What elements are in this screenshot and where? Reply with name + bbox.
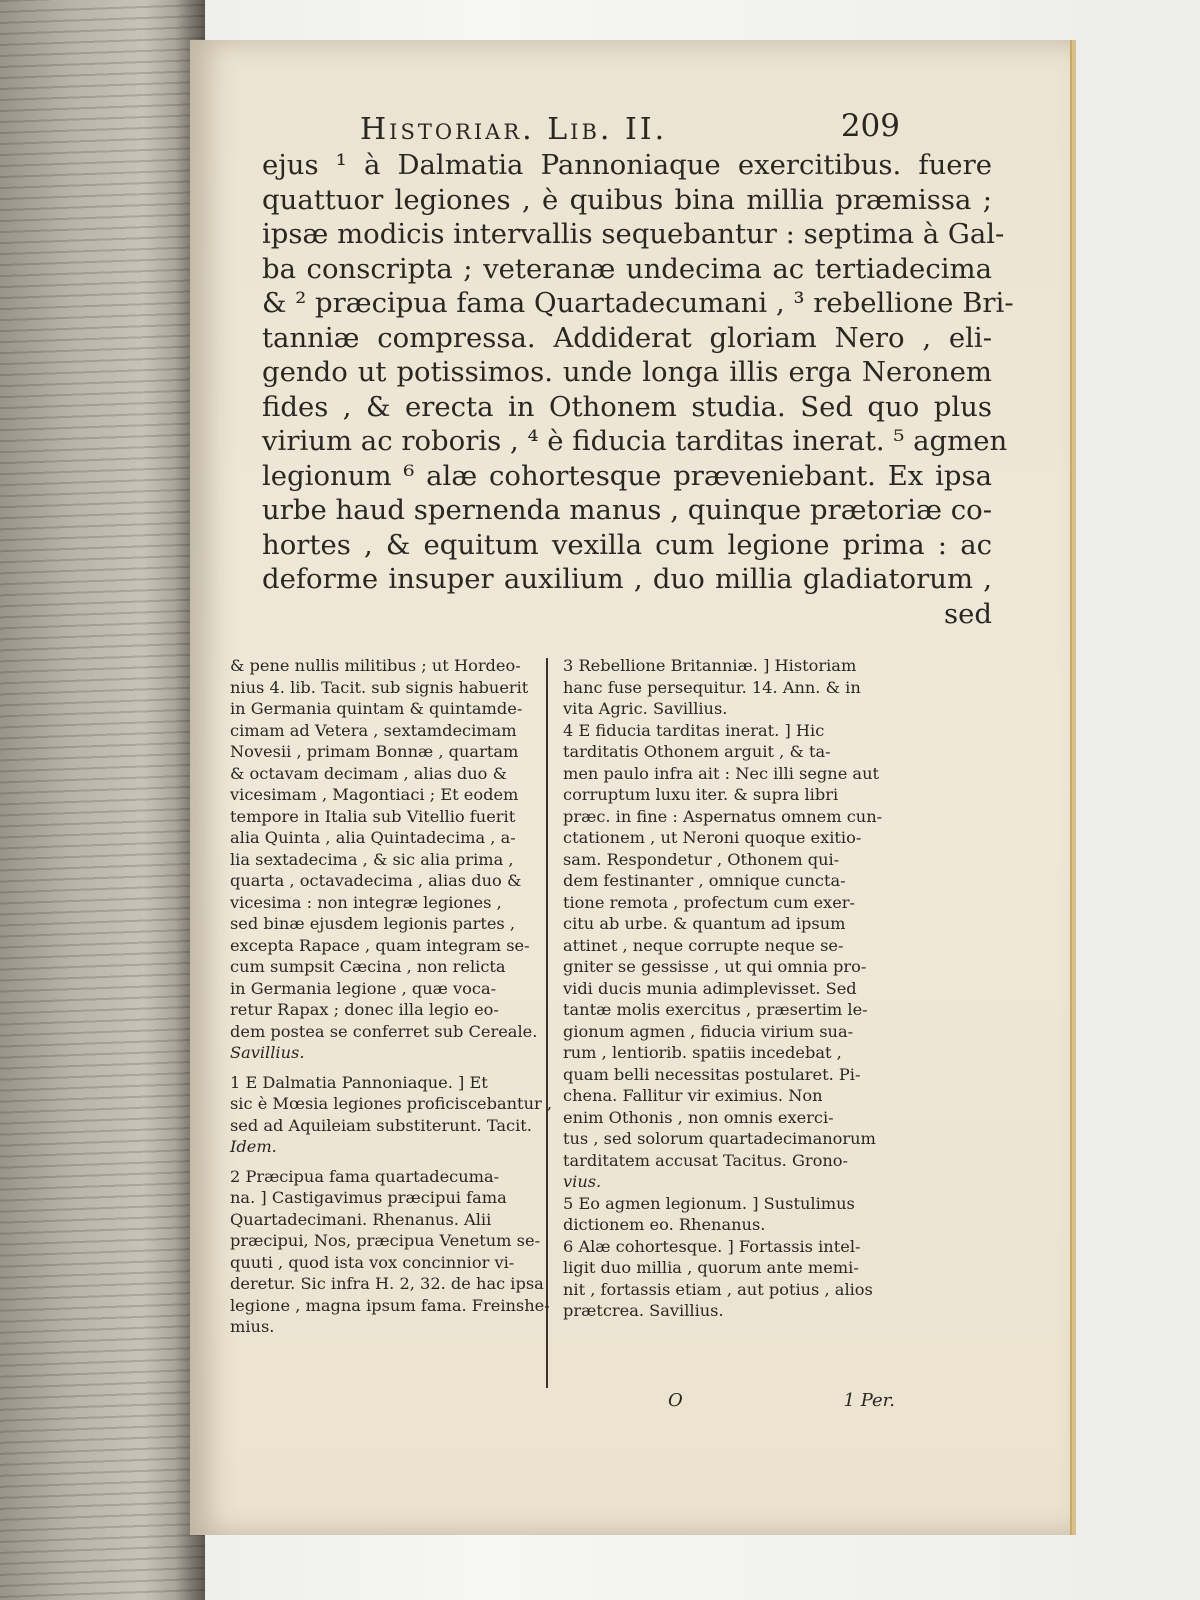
note-line: tarditatem accusat Tacitus. Grono- xyxy=(563,1150,849,1170)
note-line: & octavam decimam , alias duo & xyxy=(230,763,507,783)
main-line: ba conscripta ; veteranæ undecima ac tertiadecima xyxy=(262,252,992,285)
note-line: dictionem eo. Rhenanus. xyxy=(563,1215,766,1234)
note-line: hanc fuse persequitur. 14. Ann. & in xyxy=(563,677,861,697)
note-line: vicesimam , Magontiaci ; Et eodem xyxy=(230,785,519,804)
note-line: prætcrea. Savillius. xyxy=(563,1301,724,1320)
note-line: excepta Rapace , quam integram se- xyxy=(230,935,530,955)
note-line: attinet , neque corrupte neque se- xyxy=(563,935,844,955)
main-line: virium ac roboris , ⁴ è fiducia tarditas inerat. ⁵ agmen xyxy=(262,425,1008,457)
note-line: in Germania legione , quæ voca- xyxy=(230,978,497,998)
note-line: chena. Fallitur vir eximius. Non xyxy=(563,1086,823,1105)
note-line: 2 Præcipua fama quartadecuma- xyxy=(230,1166,500,1186)
note-line: legione , magna ipsum fama. Freinshe- xyxy=(230,1295,550,1315)
main-line: gendo ut potissimos. unde longa illis erga Neronem xyxy=(262,356,992,388)
note-line: tantæ molis exercitus , præsertim le- xyxy=(563,1000,868,1019)
main-line: & ² præcipua fama Quartadecumani , ³ rebellione Bri- xyxy=(262,287,1014,319)
note-line: mius. xyxy=(230,1317,275,1336)
note-line: tempore in Italia sub Vitellio fuerit xyxy=(230,806,516,826)
note-line: cum sumpsit Cæcina , non relicta xyxy=(230,957,506,976)
main-text xyxy=(262,148,1014,631)
note-line: Idem. xyxy=(230,1137,277,1156)
note-line: dem festinanter , omnique cuncta- xyxy=(563,871,846,890)
note-line: tus , sed solorum quartadecimanorum xyxy=(563,1129,876,1148)
note-line: corruptum luxu iter. & supra libri xyxy=(563,785,839,804)
note-line: præc. in fine : Aspernatus omnem cun- xyxy=(563,806,883,826)
main-line: ipsæ modicis intervallis sequebantur : septima à Gal- xyxy=(262,218,1005,250)
note-line: gionum agmen , fiducia virium sua- xyxy=(563,1021,854,1041)
note-gap xyxy=(230,1064,545,1072)
note-line: sic è Mœsia legiones proficiscebantur , xyxy=(230,1094,553,1113)
note-line: retur Rapax ; donec illa legio eo- xyxy=(230,1000,499,1019)
note-gap xyxy=(230,1158,545,1166)
note-line: deretur. Sic infra H. 2, 32. de hac ipsa xyxy=(230,1274,544,1293)
note-line: dem postea se conferret sub Cereale. xyxy=(230,1021,538,1041)
note-line: in Germania quintam & quintamde- xyxy=(230,699,523,718)
note-line: quam belli necessitas postularet. Pi- xyxy=(563,1064,861,1084)
main-line: sed xyxy=(944,597,992,630)
note-line: 6 Alæ cohortesque. ] Fortassis intel- xyxy=(563,1236,861,1256)
note-line: vius. xyxy=(563,1172,602,1191)
note-line: gniter se gessisse , ut qui omnia pro- xyxy=(563,957,867,976)
note-line: 5 Eo agmen legionum. ] Sustulimus xyxy=(563,1193,855,1213)
note-line: nius 4. lib. Tacit. sub signis habuerit xyxy=(230,677,529,697)
note-line: Savillius. xyxy=(230,1043,305,1062)
main-line: quattuor legiones , è quibus bina millia præmissa ; xyxy=(262,183,992,216)
main-line: deforme insuper auxilium , duo millia gladiatorum , xyxy=(262,563,992,595)
footnotes-left-column xyxy=(230,655,553,1338)
note-line: enim Othonis , non omnis exerci- xyxy=(563,1107,834,1127)
page-number: 209 xyxy=(840,108,900,144)
note-line: vicesima : non integræ legiones , xyxy=(230,892,502,912)
note-line: Quartadecimani. Rhenanus. Alii xyxy=(230,1209,492,1229)
main-line: tanniæ compressa. Addiderat gloriam Nero , eli- xyxy=(262,321,992,354)
note-line: Novesii , primam Bonnæ , quartam xyxy=(230,742,519,761)
note-line: 4 E fiducia tarditas inerat. ] Hic xyxy=(563,720,825,740)
main-line: legionum ⁶ alæ cohortesque præveniebant. Ex ipsa xyxy=(262,459,992,492)
main-line: fides , & erecta in Othonem studia. Sed quo plus xyxy=(262,390,992,423)
note-line: & pene nullis militibus ; ut Hordeo- xyxy=(230,656,521,675)
note-line: rum , lentiorib. spatiis incedebat , xyxy=(563,1043,842,1062)
note-line: citu ab urbe. & quantum ad ipsum xyxy=(563,914,846,933)
catchword: 1 Per. xyxy=(843,1390,895,1411)
running-head: Historiar. Lib. II. xyxy=(360,112,668,147)
note-line: quarta , octavadecima , alias duo & xyxy=(230,871,522,890)
note-line: sed binæ ejusdem legionis partes , xyxy=(230,914,516,933)
note-line: tarditatis Othonem arguit , & ta- xyxy=(563,742,831,761)
note-line: ligit duo millia , quorum ante memi- xyxy=(563,1258,859,1277)
main-line: ejus ¹ à Dalmatia Pannoniaque exercitibus. fuere xyxy=(262,149,992,181)
note-line: sed ad Aquileiam substiterunt. Tacit. xyxy=(230,1115,532,1135)
note-line: lia sextadecima , & sic alia prima , xyxy=(230,849,514,869)
note-line: 1 E Dalmatia Pannoniaque. ] Et xyxy=(230,1072,488,1092)
note-line: nit , fortassis etiam , aut potius , alios xyxy=(563,1279,873,1299)
signature-mark: O xyxy=(668,1390,683,1411)
note-line: cimam ad Vetera , sextamdecimam xyxy=(230,720,517,740)
facing-page xyxy=(0,0,205,1600)
book-page xyxy=(190,40,1070,1535)
note-line: quuti , quod ista vox concinnior vi- xyxy=(230,1252,515,1272)
footnotes-right-column xyxy=(563,655,883,1338)
note-line: alia Quinta , alia Quintadecima , a- xyxy=(230,828,516,847)
note-line: 3 Rebellione Britanniæ. ] Historiam xyxy=(563,656,857,675)
note-line: vita Agric. Savillius. xyxy=(563,699,728,718)
note-line: men paulo infra ait : Nec illi segne aut xyxy=(563,763,880,783)
footnotes xyxy=(230,655,930,1338)
note-line: tione remota , profectum cum exer- xyxy=(563,892,855,912)
note-line: præcipui, Nos, præcipua Venetum se- xyxy=(230,1231,541,1250)
note-line: vidi ducis munia adimplevisset. Sed xyxy=(563,978,857,998)
note-line: na. ] Castigavimus præcipui fama xyxy=(230,1188,507,1207)
main-line: hortes , & equitum vexilla cum legione prima : ac xyxy=(262,528,992,561)
main-line: urbe haud spernenda manus , quinque prætoriæ co- xyxy=(262,494,992,526)
note-line: sam. Respondetur , Othonem qui- xyxy=(563,849,840,869)
note-line: ctationem , ut Neroni quoque exitio- xyxy=(563,828,862,847)
